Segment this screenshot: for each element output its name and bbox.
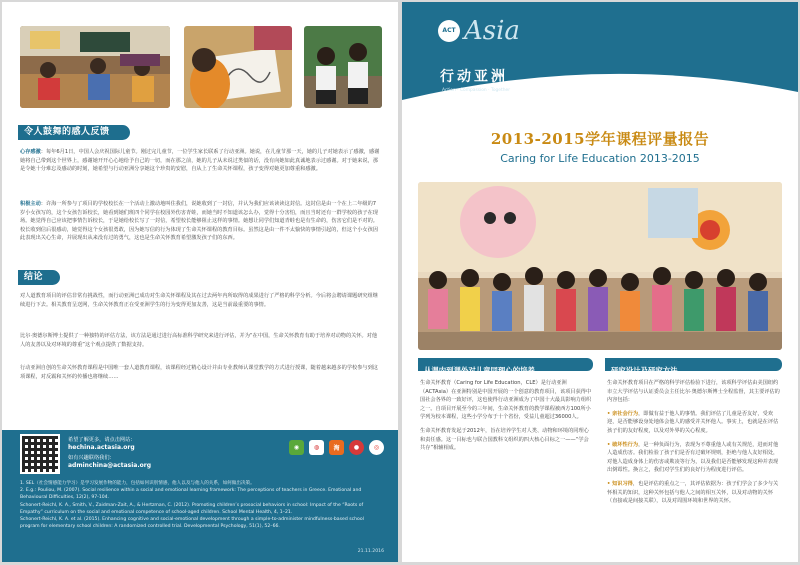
col1-section-title: 从课内到课外对儿童同理心的培养 [418,358,593,371]
col1-paragraph-2: 生命关怀教育发起于2012年，旨在培养学生对人类、动物和环境的同理心和责任感。这一目标也与联合国教科文组织的四大核心目标之一——“学会共存”相辅相成。 [420,427,589,452]
contact-info [68,437,151,469]
report-title: 2013-2015学年课程评量报告 [490,130,710,148]
contact-footer [2,430,398,562]
weibo-icon[interactable]: ◍ [309,440,324,455]
reference-3: Schonert-Reichl, K. A., Smith, V., Zaidman-Zait, A., & Hertzman, C. (2012). Promoting children’s prosocial behaviors in school: Impact of the “Roots of Empathy” curriculum on the social and emotional competence of school-aged children. School Mental Health, 4, 1–21. [20,502,364,515]
col2-text [607,379,781,511]
logo-tagline: Action · Compassion · Together [442,88,511,93]
contact-email-label: 如有兴趣联络我们： [68,455,115,461]
logo-asia-text: Asia [464,16,520,46]
col2-bullet-prosocial: • 亲社会行为，即做有益于他人的事情。我们评估了儿童是否友好，受欢迎，是否能够设身处地体会他人的感受并关怀他人。事实上，也就是在评估孩子们的友好程度，以及对外界的关心程度。 [607,410,779,434]
qr-code-icon[interactable] [20,434,60,474]
col2-bullet-destructive: • 破坏性行为，是一种负面行为，表现为不尊重他人或有关规范，进而对他人造成伤害。我们检验了孩子们是否有过破坏规则，拒绝与他人友好相处，对他人造成身体上的伤害或欺凌等行为，以及我们是否能够发现这种并表现出倒霉性。换言之，我们对学生们的良好行为程度进行评估。 [607,441,779,474]
contact-website-label: 希望了解更多，请点击网站： [68,437,136,443]
conclusion-paragraph-2: 比尔·奥德尔斯博士提供了一种独特的评估方法，该方法是通过进行高标准科学研究来进行评估，并为“在中国，生命关怀教育有助于培养对动物的关怀。对他人的友善以及对环境的尊重”这个观点提供了数据支持。 [20,333,378,348]
report-subtitle: Caring for Life Education 2013-2015 [500,152,700,165]
col2-bullet-knowledge: • 知识习得，也是评估的重点之一，其评估依据为：孩子们学会了多少与关怀相关的知识，这种关怀包括与他人之间的相互关怀，以及对动物的关怀（直接或是间接关联），以及对周围环境和世界的关怀。 [607,480,779,505]
col2-section-title: 研究设计及研究方法 [605,358,782,371]
drawing-activity-photo [184,26,292,108]
contact-website-link[interactable]: hechina.actasia.org [68,444,135,451]
logo-act-badge: ACT [438,20,460,42]
left-page [2,2,398,562]
col1-paragraph-1: 生命关怀教育（Caring for Life Education，CLE）是行动亚洲（ACTAsia）在亚洲特别是中国开展的一个创意的教育项目，该项目获得中国社会各界的一致好评，这也使得行动亚洲成为了中国十大最具影响力组织之一。自项目开展至今的三年间，生命关怀教育的教学课程被西方100所小学列为校本课程，这些小学分布于十个省份，受益儿童超过36000人。 [420,380,592,421]
col1-text [420,379,592,458]
reference-1: 1. SEL（社会情感能力学习）是学习发展作物的能力，包括如何识别情感，他人以及与他人的关系，如何做出决策。 [20,481,255,486]
children-group-photo [418,182,782,350]
feedback-section-title: 令人鼓舞的感人反馈 [18,125,130,140]
sina-weibo-icon[interactable]: ◎ [369,440,384,455]
social-icons [289,440,384,455]
feedback-proactive: 积极主动：许海一所参与了项目的学校校长在一个活动上激动地叫住我们，说她收到了一封信，并认为我们应该读读这封信。这封信是由一个在上二年级的7岁小女孩写的，这个女孩告诉校长，她看到她们班四个同学在校园外伤害青蛙，而她当时不知道该怎么办，觉得十分害怕，而且当时还有一群学校的孩子在现场。她觉得自己应该把事情告诉校长，于是她给校长写了一封信，希望校长能够阻止这样的事情。她想让同学们知道青蛙也是有生命的，伤害它们是不对的。校长收到信后很感动，她觉得这个女孩很勇敢，因为她写信的行为体现了生命关怀课程的教育目标。虽然这是由一件不太愉快的事情引起的，但这个小女孩因此表现出关心生命，并展现出从来没有过的勇气，这也是生命关怀教育希望激发孩子们的东西。 [20,201,378,242]
publish-date: 21.11.2016 [357,549,384,554]
contact-email-link[interactable]: adminchina@actasia.org [68,462,151,469]
wechat-icon[interactable]: ◉ [289,440,304,455]
reference-4: Schonert-Reichl, K. A. et al. (2015). Enhancing cognitive and social-emotional development through a simple-to-administer mindfulness-based school program for elementary school children: A randomized controlled trial. Developmental Psychology, 51(1), 52–66. [20,517,364,530]
taobao-icon[interactable]: 淘 [329,440,344,455]
references [20,480,384,530]
conclusion-paragraph-1: 对人道教育项目的评估非常有挑战性，而行动亚洲已成功对生命关怀课程及其在过去两年内所取得的成果进行了严格的科学分析。今后将会聘请课题研究组继续进行下去。相关教育呈送网，生命关怀教育正在受亚洲学生的行为变得更加友善，这是当前最重要的事情。 [20,293,378,308]
logo-chinese-name: 行动亚洲 [440,69,508,85]
cover-banner [402,2,798,110]
col2-intro: 生命关怀教育项目在严格的科学评估检验下进行，该项科学评估由美国纽约市立大学评估与认证委员会主任比尔·奥德尔斯博士全程监督，其主要评估的内容包括： [607,380,780,404]
classroom-photo [20,26,170,108]
conclusion-section-title: 结论 [18,270,60,285]
conclusion-paragraph-3: 行动亚洲自创的生命关怀教育课程是中国唯一套人道教育课程，该课程经过精心设计并由专业教师认课堂教学的方式进行授课，随着越来越多的学校参与到这项课程，对反霸和关怀的传播也将继续…… [20,365,378,380]
reference-2: 2. E.g.: Pouliou, M. (2007). Social resilience within a social and emotional learning framework: The perceptions of teachers in Greece. Emotional and Behavioural Difficulties, 12(2), 97-104. [20,488,362,501]
red-bubble-icon[interactable]: ● [349,440,364,455]
right-page [402,2,798,562]
students-photo [304,26,382,108]
feedback-grateful: 心存感激：每年6月1日，中国人会庆祝国际儿童节。刚过完儿童节，一位学生家长联系了行动亚洲。她说，在儿童节那一天，她的儿子对她表示了感激，感谢她将自己带到这个世界上，感谢她开开心心地给予自己的一切，而在那之前，她的儿子从未说过类似的话，没有向她如此真诚地表示过感谢。对于她来说，那是令她十分难忘及感动的时刻，她希望与行动亚洲分享她这个珍贵的安慰，自从上了生命关怀课程，孩子变得对她更加尊重和感激。 [20,149,380,173]
